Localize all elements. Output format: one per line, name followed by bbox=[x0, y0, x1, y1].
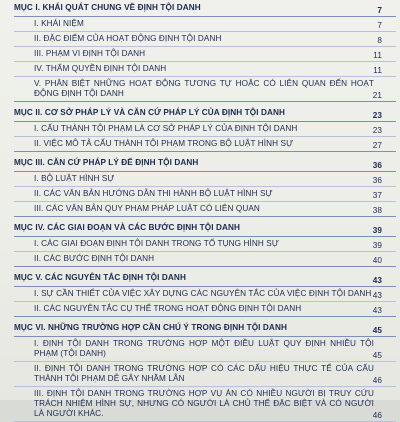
toc-item bbox=[14, 17, 396, 32]
toc-item bbox=[14, 302, 396, 317]
toc-item bbox=[14, 387, 396, 422]
toc-page-number: 37 bbox=[372, 191, 382, 200]
toc-page-number: 11 bbox=[373, 51, 382, 60]
toc-item bbox=[14, 172, 396, 187]
toc-page-number: 27 bbox=[372, 141, 382, 150]
table-of-contents bbox=[14, 2, 396, 422]
toc-section-title: MỤC II. CƠ SỞ PHÁP LÝ VÀ CĂN CỨ PHÁP LÝ CỦA ĐỊNH TỘI DANH bbox=[14, 108, 286, 117]
toc-page-number: 36 bbox=[372, 161, 382, 170]
toc-page-number: 7 bbox=[377, 6, 382, 15]
toc-page-number: 7 bbox=[377, 21, 382, 30]
toc-item bbox=[14, 362, 396, 387]
toc-page-number: 21 bbox=[372, 91, 382, 100]
toc-item-title: III. CÁC VĂN BẢN QUY PHẠM PHÁP LUẬT CÓ LIÊN QUAN bbox=[34, 204, 260, 213]
toc-item-title: III. PHẠM VI ĐỊNH TỘI DANH bbox=[34, 49, 146, 58]
toc-item-title: I. ĐỊNH TỘI DANH TRONG TRƯỜNG HỢP MỘT ĐIỀU LUẬT QUY ĐỊNH NHIỀU TỘI PHẠM (TỘI DANH) bbox=[34, 339, 374, 358]
toc-item bbox=[14, 47, 396, 62]
toc-item-title: II. CÁC NGUYÊN TẮC CỤ THỂ TRONG HOẠT ĐỘNG ĐỊNH TỘI DANH bbox=[34, 304, 302, 313]
toc-page-number: 43 bbox=[372, 276, 382, 285]
toc-item bbox=[14, 237, 396, 252]
toc-item bbox=[14, 77, 396, 102]
toc-section-title: MỤC VI. NHỮNG TRƯỜNG HỢP CẦN CHÚ Ý TRONG ĐỊNH TỘI DANH bbox=[14, 323, 287, 332]
toc-page-number: 43 bbox=[372, 306, 382, 315]
toc-item-title: I. CẤU THÀNH TỘI PHẠM LÀ CƠ SỞ PHÁP LÝ CỦA ĐỊNH TỘI DANH bbox=[34, 124, 298, 133]
toc-item-title: II. ĐỊNH TỘI DANH TRONG TRƯỜNG HỢP CÓ CÁC DẤU HIỆU THỰC TẾ CỦA CẤU THÀNH TỘI PHẠM DỄ GÂY NHẦM LẪN bbox=[34, 364, 374, 383]
toc-page-number: 45 bbox=[372, 326, 382, 335]
toc-section-title: MỤC I. KHÁI QUÁT CHUNG VỀ ĐỊNH TỘI DANH bbox=[14, 3, 201, 12]
toc-item-title: I. CÁC GIAI ĐOẠN ĐỊNH TỘI DANH TRONG TỐ TỤNG HÌNH SỰ bbox=[34, 239, 279, 248]
toc-item-title: II. CÁC VĂN BẢN HƯỚNG DẪN THI HÀNH BỘ LUẬT HÌNH SỰ bbox=[34, 189, 273, 198]
toc-page-number: 45 bbox=[372, 351, 382, 360]
toc-section-title: MỤC III. CĂN CỨ PHÁP LÝ ĐỂ ĐỊNH TỘI DANH bbox=[14, 158, 199, 167]
toc-item-title: I. SỰ CẦN THIẾT CỦA VIỆC XÂY DỰNG CÁC NGUYÊN TẮC CỦA VIỆC ĐỊNH TỘI DANH bbox=[34, 289, 372, 298]
toc-page-number: 46 bbox=[372, 411, 382, 420]
toc-page-number: 38 bbox=[372, 206, 382, 215]
toc-item-title: V. PHÂN BIỆT NHỮNG HOẠT ĐỘNG TƯƠNG TỰ HOẶC CÓ LIÊN QUAN ĐẾN HOẠT ĐỘNG ĐỊNH TỘI DANH bbox=[34, 79, 374, 98]
toc-page-number: 39 bbox=[372, 241, 382, 250]
toc-page-number: 46 bbox=[372, 376, 382, 385]
toc-item bbox=[14, 337, 396, 362]
toc-page-number: 23 bbox=[372, 111, 382, 120]
toc-page-number: 40 bbox=[372, 256, 382, 265]
toc-section bbox=[14, 158, 396, 172]
toc-page-number: 39 bbox=[372, 226, 382, 235]
toc-section-title: MỤC V. CÁC NGUYÊN TẮC ĐỊNH TỘI DANH bbox=[14, 273, 186, 282]
toc-item-title: III. ĐỊNH TỘI DANH TRONG TRƯỜNG HỢP VỤ ÁN CÓ NHIỀU NGƯỜI BỊ TRUY CỨU TRÁCH NHIỆM HÌNH SỰ, NHƯNG CÓ NGƯỜI LÀ CHỦ THỂ ĐẶC BIỆT VÀ CÓ NGƯỜI LÀ NGƯỜI KHÁC. bbox=[34, 389, 374, 418]
toc-item-title: I. BỘ LUẬT HÌNH SỰ bbox=[34, 174, 115, 183]
toc-item-title: I. KHÁI NIỆM bbox=[34, 19, 84, 28]
toc-item bbox=[14, 122, 396, 137]
toc-page-number: 8 bbox=[377, 36, 382, 45]
toc-item bbox=[14, 252, 396, 267]
toc-item-title: IV. THẨM QUYỀN ĐỊNH TỘI DANH bbox=[34, 64, 167, 73]
toc-section bbox=[14, 323, 396, 337]
toc-item bbox=[14, 62, 396, 77]
toc-item bbox=[14, 187, 396, 202]
toc-section bbox=[14, 223, 396, 237]
toc-item bbox=[14, 202, 396, 217]
toc-page-number: 11 bbox=[373, 66, 382, 75]
toc-section-title: MỤC IV. CÁC GIAI ĐOẠN VÀ CÁC BƯỚC ĐỊNH TỘI DANH bbox=[14, 223, 241, 232]
toc-page-number: 23 bbox=[372, 126, 382, 135]
toc-item-title: II. ĐẶC ĐIỂM CỦA HOẠT ĐỘNG ĐỊNH TỘI DANH bbox=[34, 34, 222, 43]
toc-section bbox=[14, 273, 396, 287]
toc-item bbox=[14, 32, 396, 47]
toc-section bbox=[14, 108, 396, 122]
toc-page-number: 36 bbox=[372, 176, 382, 185]
toc-section bbox=[14, 3, 396, 17]
toc-item-title: II. CÁC BƯỚC ĐỊNH TỘI DANH bbox=[34, 254, 155, 263]
toc-item-title: II. VIỆC MÔ TẢ CẤU THÀNH TỘI PHẠM TRONG BỘ LUẬT HÌNH SỰ bbox=[34, 139, 294, 148]
toc-item bbox=[14, 137, 396, 152]
toc-item bbox=[14, 287, 396, 302]
toc-page-number: 43 bbox=[372, 291, 382, 300]
